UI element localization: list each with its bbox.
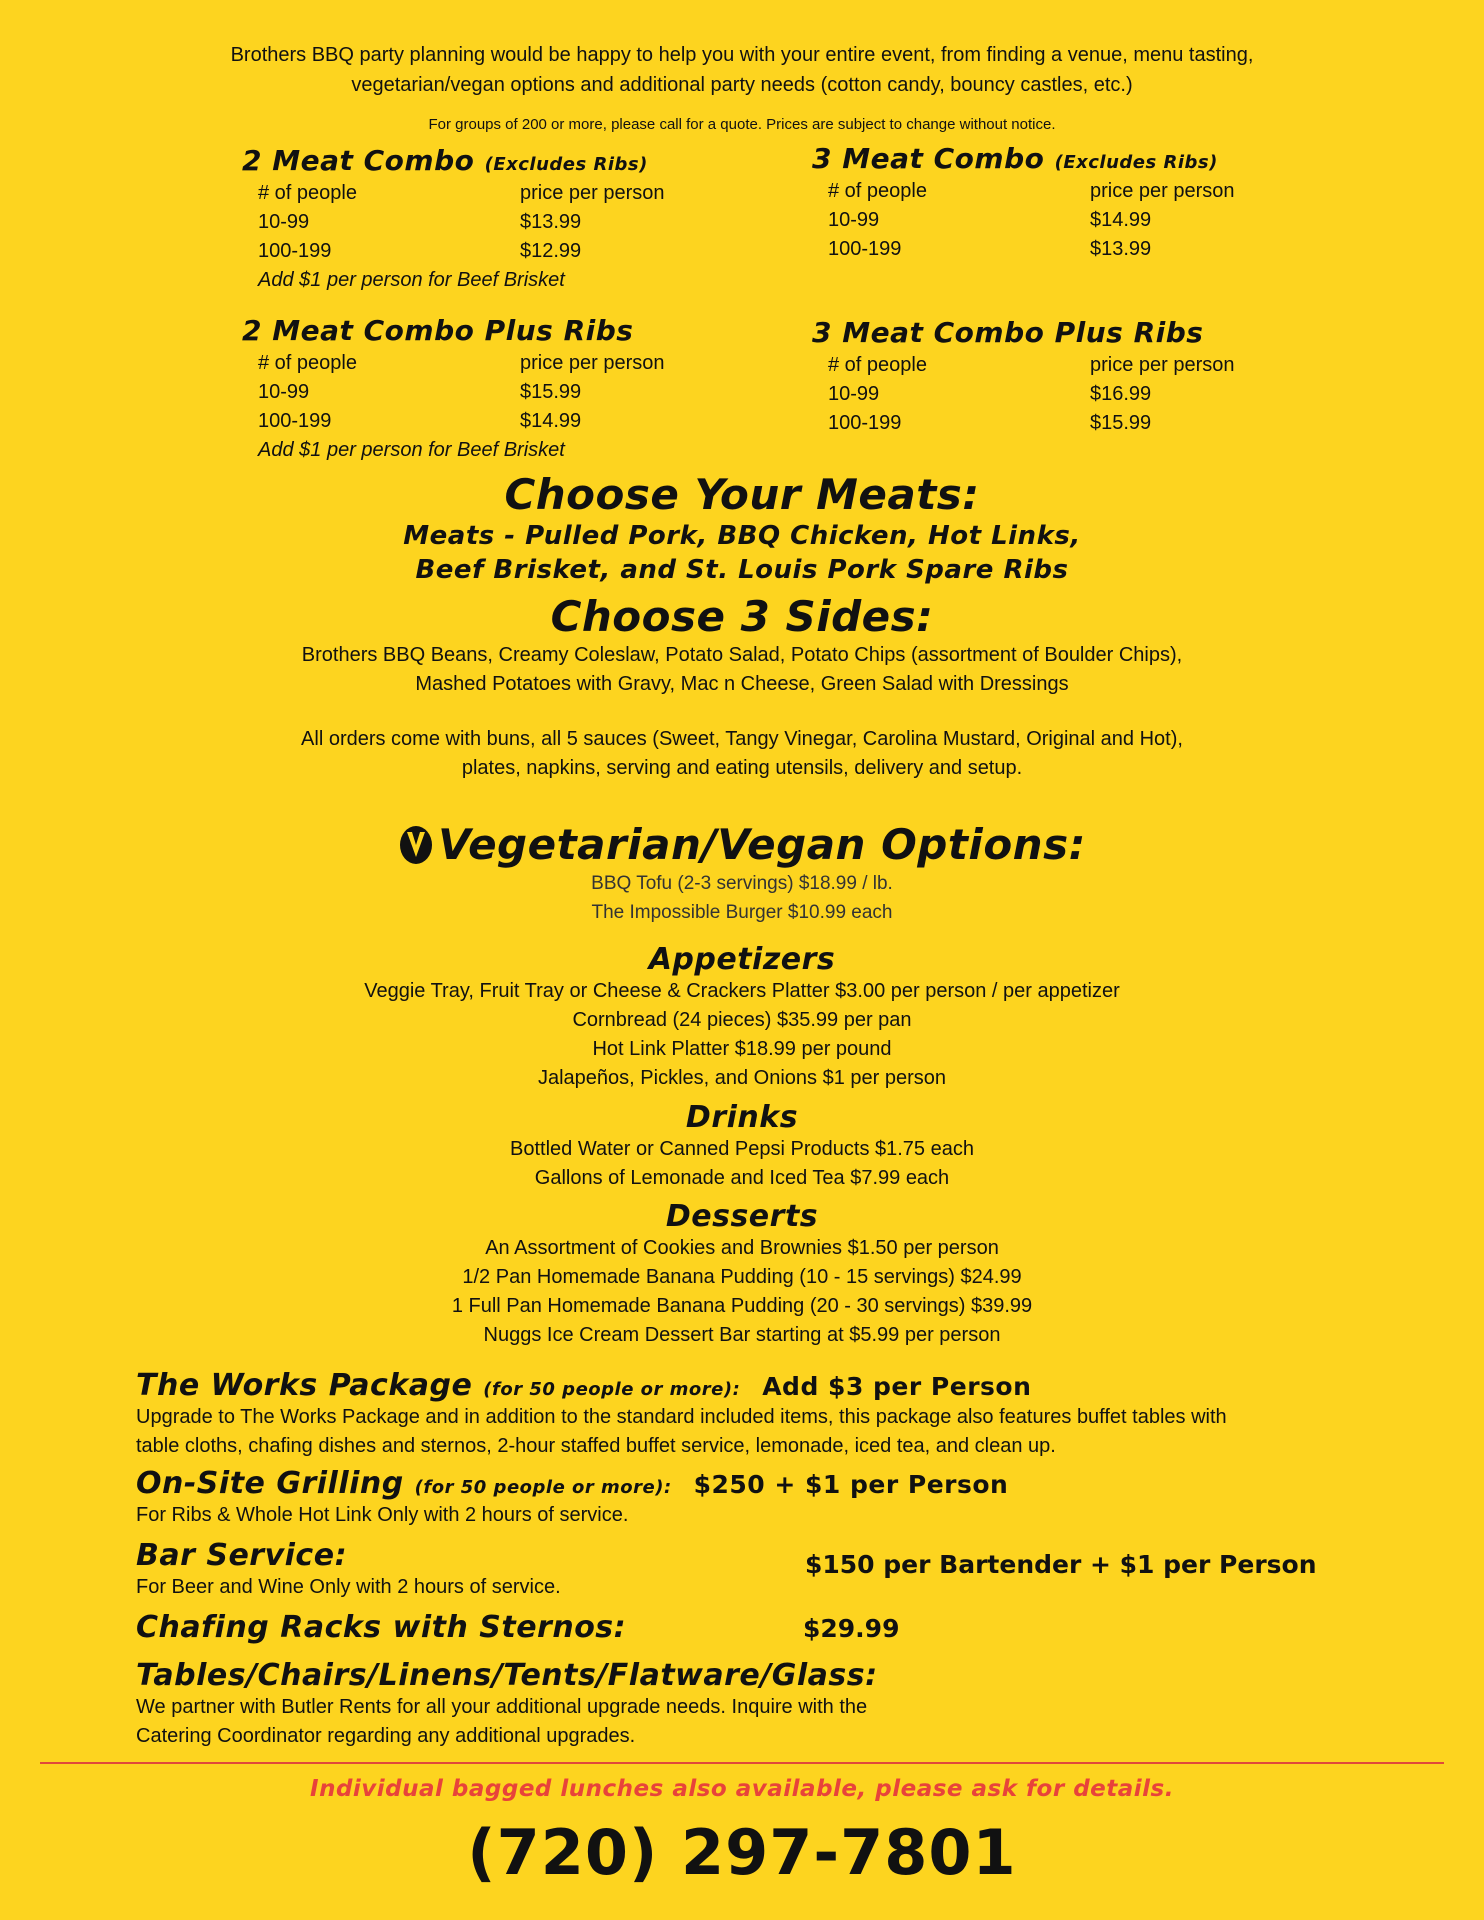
table-row: 10-99 $13.99 bbox=[258, 211, 582, 233]
bar-title: Bar Service: bbox=[136, 1538, 348, 1573]
brisket-note: Add $1 per person for Beef Brisket bbox=[258, 269, 565, 291]
meats-line-2: Beef Brisket, and St. Louis Pork Spare Ribs bbox=[415, 555, 1069, 585]
combo-title: 3 Meat Combo (Excludes Ribs) bbox=[812, 142, 1218, 175]
desserts-heading: Desserts bbox=[665, 1199, 819, 1234]
dessert-item: 1/2 Pan Homemade Banana Pudding (10 - 15 servings) $24.99 bbox=[462, 1266, 1022, 1288]
included-items bbox=[0, 725, 1484, 783]
table-row: 10-99 $16.99 bbox=[828, 383, 1152, 405]
price-table bbox=[258, 349, 665, 436]
sides-heading: Choose 3 Sides: bbox=[550, 592, 934, 641]
drinks-section bbox=[0, 1100, 1484, 1193]
included-line-1: All orders come with buns, all 5 sauces (Sweet, Tangy Vinegar, Carolina Mustard, Original and Hot), bbox=[301, 728, 1183, 750]
table-row: 100-199 $15.99 bbox=[828, 412, 1152, 434]
col-people-header: # of people bbox=[258, 182, 357, 204]
table-row: 10-99 $15.99 bbox=[258, 381, 582, 403]
chafing-price: $29.99 bbox=[803, 1614, 900, 1643]
included-line-2: plates, napkins, serving and eating utensils, delivery and setup. bbox=[461, 757, 1023, 779]
appetizer-item: Cornbread (24 pieces) $35.99 per pan bbox=[572, 1009, 912, 1031]
desserts-section bbox=[0, 1199, 1484, 1350]
dessert-item: 1 Full Pan Homemade Banana Pudding (20 - 30 servings) $39.99 bbox=[451, 1295, 1033, 1317]
drinks-heading: Drinks bbox=[685, 1100, 799, 1135]
quote-notice: For groups of 200 or more, please call for a quote. Prices are subject to change without notice. bbox=[428, 116, 1056, 133]
bar-price: $150 per Bartender + $1 per Person bbox=[805, 1550, 1317, 1579]
price-table bbox=[828, 351, 1235, 438]
combo-title: 2 Meat Combo Plus Ribs bbox=[242, 314, 634, 347]
combo-2-meat bbox=[242, 144, 665, 295]
drink-item: Bottled Water or Canned Pepsi Products $1.75 each bbox=[510, 1138, 974, 1160]
meats-heading: Choose Your Meats: bbox=[504, 470, 980, 519]
grilling-price: $250 + $1 per Person bbox=[693, 1470, 1009, 1499]
bar-desc: For Beer and Wine Only with 2 hours of service. bbox=[136, 1576, 561, 1598]
combo-2-meat-plus-ribs bbox=[242, 314, 665, 465]
combo-title: 2 Meat Combo (Excludes Ribs) bbox=[242, 144, 648, 177]
rentals-line-2: Catering Coordinator regarding any additional upgrades. bbox=[136, 1725, 636, 1747]
bagged-lunch-note: Individual bagged lunches also available, please ask for details. bbox=[310, 1776, 1174, 1802]
intro-line-1: Brothers BBQ party planning would be happy to help you with your entire event, from finding a venue, menu tasting, bbox=[230, 44, 1254, 66]
chafing-title: Chafing Racks with Sternos: bbox=[136, 1610, 627, 1645]
bar-service bbox=[136, 1538, 561, 1602]
appetizer-item: Jalapeños, Pickles, and Onions $1 per person bbox=[537, 1067, 947, 1089]
grilling-desc: For Ribs & Whole Hot Link Only with 2 hours of service. bbox=[136, 1504, 629, 1526]
combo-title: 3 Meat Combo Plus Ribs bbox=[812, 316, 1204, 349]
phone-number[interactable]: (720) 297-7801 bbox=[467, 1816, 1017, 1889]
drink-item: Gallons of Lemonade and Iced Tea $7.99 each bbox=[534, 1167, 950, 1189]
vegan-section bbox=[0, 820, 1484, 927]
price-table bbox=[828, 177, 1235, 264]
appetizers-section bbox=[0, 942, 1484, 1093]
price-table bbox=[258, 179, 665, 266]
vegan-item: BBQ Tofu (2-3 servings) $18.99 / lb. bbox=[591, 873, 893, 894]
appetizer-item: Veggie Tray, Fruit Tray or Cheese & Crackers Platter $3.00 per person / per appetizer bbox=[364, 980, 1120, 1002]
col-people-header: # of people bbox=[828, 180, 927, 202]
rentals-title: Tables/Chairs/Linens/Tents/Flatware/Glass: bbox=[136, 1658, 878, 1693]
rentals-line-1: We partner with Butler Rents for all your additional upgrade needs. Inquire with the bbox=[136, 1696, 868, 1718]
col-price-header: price per person bbox=[1090, 180, 1235, 202]
col-price-header: price per person bbox=[520, 352, 665, 374]
sides-line-2: Mashed Potatoes with Gravy, Mac n Cheese, Green Salad with Dressings bbox=[415, 673, 1069, 695]
table-row: 100-199 $14.99 bbox=[258, 410, 582, 432]
onsite-grilling bbox=[136, 1466, 1008, 1530]
footer-divider bbox=[40, 1762, 1444, 1764]
intro-line-2: vegetarian/vegan options and additional party needs (cotton candy, bouncy castles, etc.) bbox=[351, 74, 1133, 96]
col-price-header: price per person bbox=[520, 182, 665, 204]
brisket-note: Add $1 per person for Beef Brisket bbox=[258, 439, 565, 461]
table-row: 100-199 $12.99 bbox=[258, 240, 582, 262]
vegan-item: The Impossible Burger $10.99 each bbox=[591, 902, 893, 923]
col-people-header: # of people bbox=[828, 354, 927, 376]
works-line-2: table cloths, chafing dishes and sternos, 2-hour staffed buffet service, lemonade, iced tea, and clean up. bbox=[136, 1435, 1056, 1457]
meats-line-1: Meats - Pulled Pork, BBQ Chicken, Hot Links, bbox=[403, 521, 1081, 551]
table-row: 10-99 $14.99 bbox=[828, 209, 1152, 231]
sides-section bbox=[0, 592, 1484, 699]
works-package bbox=[136, 1368, 1227, 1461]
works-line-1: Upgrade to The Works Package and in addition to the standard included items, this package also features buffet tables with bbox=[136, 1406, 1227, 1428]
grilling-title: On-Site Grilling (for 50 people or more): $250 + $1 per Person bbox=[136, 1466, 1009, 1501]
col-people-header: # of people bbox=[258, 352, 357, 374]
col-price-header: price per person bbox=[1090, 354, 1235, 376]
appetizers-heading: Appetizers bbox=[648, 942, 836, 977]
works-title: The Works Package (for 50 people or more): Add $3 per Person bbox=[136, 1368, 1032, 1403]
dessert-item: Nuggs Ice Cream Dessert Bar starting at $5.99 per person bbox=[483, 1324, 1001, 1346]
table-row: 100-199 $13.99 bbox=[828, 238, 1152, 260]
intro-text bbox=[0, 40, 1484, 100]
works-price: Add $3 per Person bbox=[762, 1372, 1032, 1401]
vegan-heading: Vegetarian/Vegan Options: bbox=[0, 820, 1484, 869]
vegan-v-icon bbox=[398, 823, 434, 865]
dessert-item: An Assortment of Cookies and Brownies $1.50 per person bbox=[485, 1237, 999, 1259]
combo-3-meat bbox=[812, 142, 1235, 264]
appetizer-item: Hot Link Platter $18.99 per pound bbox=[592, 1038, 892, 1060]
combo-3-meat-plus-ribs bbox=[812, 316, 1235, 438]
rentals-section bbox=[136, 1658, 878, 1751]
meats-section bbox=[0, 470, 1484, 587]
sides-line-1: Brothers BBQ Beans, Creamy Coleslaw, Potato Salad, Potato Chips (assortment of Boulder Chips), bbox=[301, 644, 1183, 666]
